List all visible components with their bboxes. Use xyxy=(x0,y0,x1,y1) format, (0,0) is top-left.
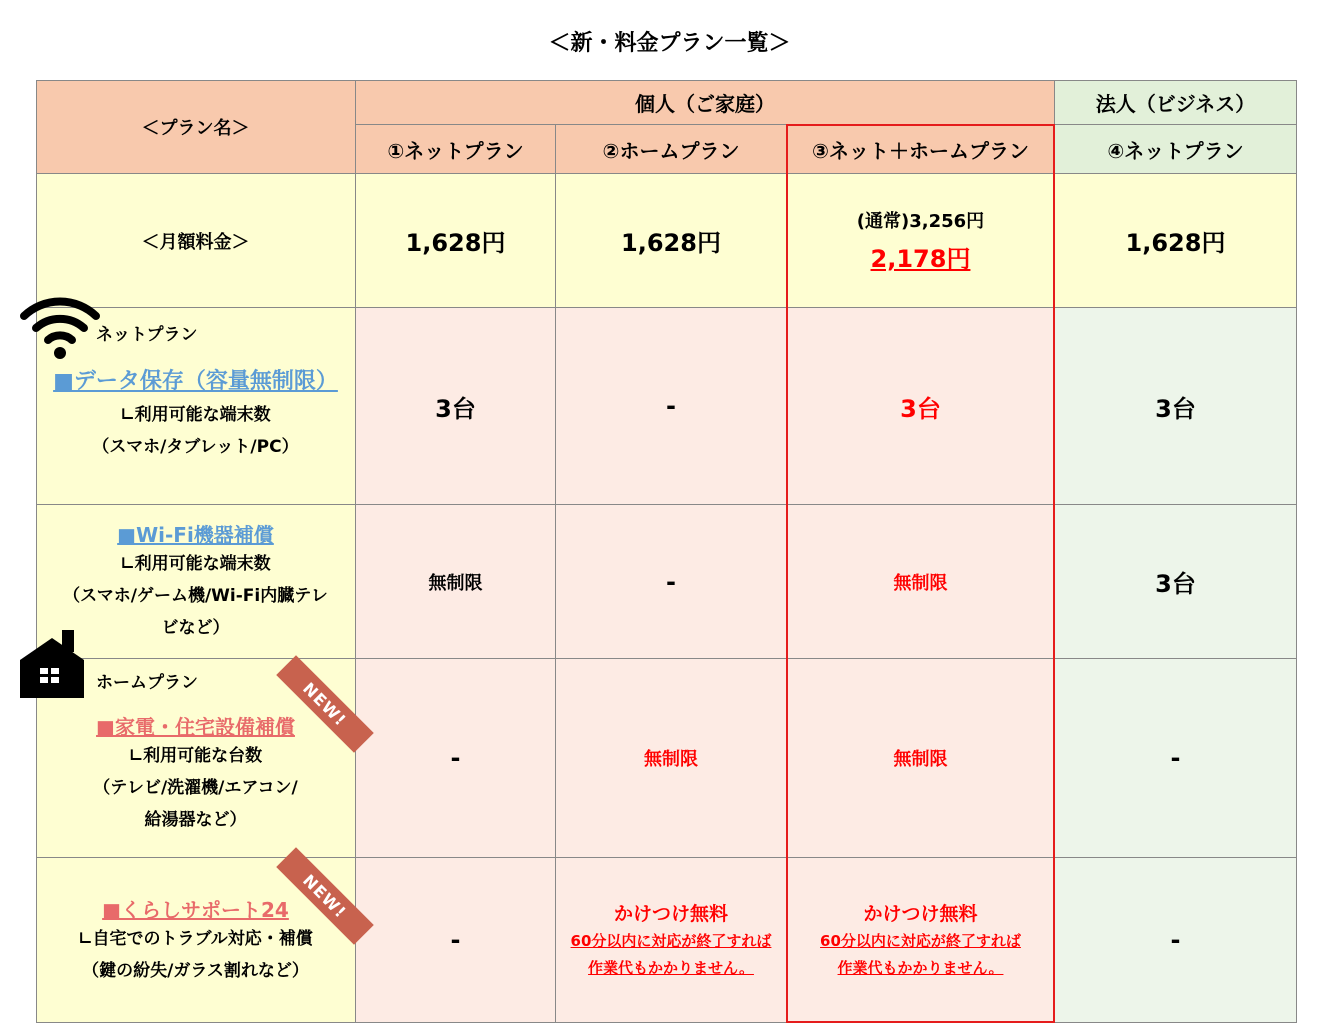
support-note1-3: 60分以内に対応が終了すれば xyxy=(820,931,1021,950)
plan-3-label: ③ネット＋ホームプラン xyxy=(812,138,1029,163)
wifi-value-4: 3台 xyxy=(1155,570,1196,598)
appliance-feature[interactable]: ■家電・住宅設備補償 xyxy=(96,715,295,739)
normal-price-plan-3: (通常)3,256円 xyxy=(856,211,985,232)
data-storage-value-1: 3台 xyxy=(435,394,476,423)
support-line2: （鍵の紛失/ガラス割れなど） xyxy=(82,960,309,981)
wifi-plan-4 xyxy=(1055,505,1297,659)
monthly-label: ＜月額料金＞ xyxy=(141,231,250,253)
support-plan-3 xyxy=(787,858,1055,1023)
appliance-value-3: 無制限 xyxy=(893,749,948,770)
data-storage-line1: ∟利用可能な端末数 xyxy=(120,405,271,425)
business-label: 法人（ビジネス） xyxy=(1095,91,1256,116)
data-storage-plan-4 xyxy=(1055,308,1297,505)
data-storage-value-3: 3台 xyxy=(900,394,941,423)
appliance-line1: ∟利用可能な台数 xyxy=(128,746,263,766)
wifi-label-cell xyxy=(36,505,356,659)
support-main-2: かけつけ無料 xyxy=(613,902,728,925)
data-storage-plan-3 xyxy=(787,308,1055,505)
support-plan-1 xyxy=(356,858,556,1023)
plan-1-header xyxy=(356,125,556,174)
net-plan-category: ネットプラン xyxy=(96,325,198,345)
monthly-plan-1 xyxy=(356,174,556,308)
wifi-feature[interactable]: ■Wi-Fi機器補償 xyxy=(117,523,274,547)
data-storage-value-2: - xyxy=(666,392,676,420)
support-feature[interactable]: ■くらしサポート24 xyxy=(102,897,289,922)
business-header xyxy=(1055,80,1297,125)
appliance-plan-2 xyxy=(556,659,787,858)
wifi-icon xyxy=(20,294,100,360)
plan-3-header xyxy=(787,125,1055,174)
appliance-plan-3 xyxy=(787,659,1055,858)
plan-2-label: ②ホームプラン xyxy=(602,138,740,163)
appliance-value-4: - xyxy=(1170,744,1181,772)
data-storage-value-4: 3台 xyxy=(1155,394,1196,423)
page-title: ＜新・料金プラン一覧＞ xyxy=(548,31,791,56)
new-badge-support: NEW! xyxy=(276,847,374,945)
monthly-label-cell xyxy=(36,174,356,308)
plan-1-label: ①ネットプラン xyxy=(387,138,524,163)
support-plan-4 xyxy=(1055,858,1297,1023)
personal-header xyxy=(356,80,1055,125)
personal-label: 個人（ご家庭） xyxy=(635,91,775,116)
wifi-value-1: 無制限 xyxy=(428,572,483,594)
plan-2-header xyxy=(556,125,787,174)
support-line1: ∟自宅でのトラブル対応・補償 xyxy=(78,928,313,949)
wifi-line3: ビなど） xyxy=(161,618,230,638)
support-plan-2 xyxy=(556,858,787,1023)
support-main-3: かけつけ無料 xyxy=(863,902,978,925)
data-storage-plan-1 xyxy=(356,308,556,505)
wifi-value-2: - xyxy=(666,567,676,596)
price-plan-4: 1,628円 xyxy=(1125,229,1226,257)
wifi-plan-3 xyxy=(787,505,1055,659)
plan-name-header xyxy=(36,80,356,174)
support-note1-2: 60分以内に対応が終了すれば xyxy=(570,931,772,950)
monthly-plan-3 xyxy=(787,174,1055,308)
support-note2-2: 作業代もかかりません。 xyxy=(588,958,754,977)
house-icon xyxy=(20,630,84,698)
wifi-line1: ∟利用可能な端末数 xyxy=(120,554,271,574)
price-plan-1: 1,628円 xyxy=(405,229,506,257)
support-value-4: - xyxy=(1170,926,1181,954)
wifi-plan-2 xyxy=(556,505,787,659)
price-plan-2: 1,628円 xyxy=(621,229,721,257)
plan-4-header xyxy=(1055,125,1297,174)
monthly-plan-2 xyxy=(556,174,787,308)
data-storage-plan-2 xyxy=(556,308,787,505)
appliance-value-2: 無制限 xyxy=(644,749,698,770)
data-storage-feature[interactable]: ■データ保存（容量無制限） xyxy=(53,369,338,394)
appliance-plan-4 xyxy=(1055,659,1297,858)
support-value-1: - xyxy=(450,926,461,954)
support-note2-3: 作業代もかかりません。 xyxy=(837,958,1004,977)
wifi-plan-1 xyxy=(356,505,556,659)
home-plan-category: ホームプラン xyxy=(96,673,198,693)
appliance-plan-1 xyxy=(356,659,556,858)
plan-4-label: ④ネットプラン xyxy=(1107,138,1244,163)
wifi-line2: （スマホ/ゲーム機/Wi-Fi内臓テレ xyxy=(63,586,328,606)
price-plan-3: 2,178円 xyxy=(870,245,971,273)
appliance-line3: 給湯器など） xyxy=(144,810,247,830)
wifi-value-3: 無制限 xyxy=(893,572,948,594)
plan-name-label: ＜プラン名＞ xyxy=(141,117,250,139)
data-storage-line2: （スマホ/タブレット/PC） xyxy=(92,437,299,457)
appliance-line2: （テレビ/洗濯機/エアコン/ xyxy=(93,778,298,798)
monthly-plan-4 xyxy=(1055,174,1297,308)
new-badge-appliance: NEW! xyxy=(276,655,374,753)
appliance-value-1: - xyxy=(450,744,461,772)
